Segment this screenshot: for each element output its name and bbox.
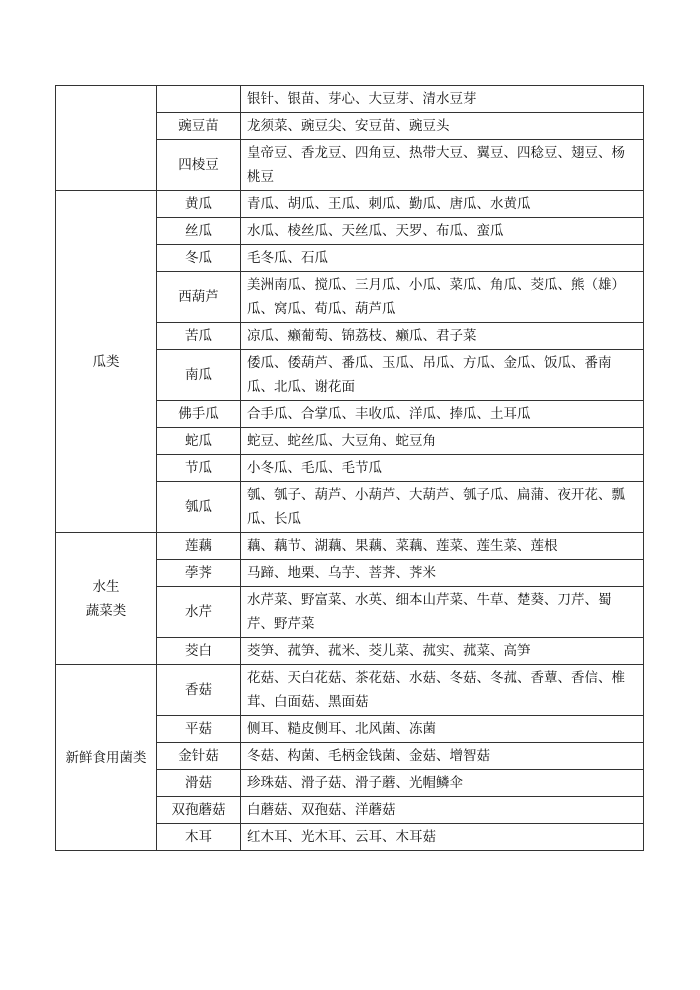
vegetable-name: 冬瓜 bbox=[157, 245, 241, 272]
vegetable-name: 西葫芦 bbox=[157, 272, 241, 323]
vegetable-aliases: 珍珠菇、滑子菇、滑子蘑、光帽鳞伞 bbox=[241, 770, 644, 797]
vegetable-name: 香菇 bbox=[157, 665, 241, 716]
category-cell bbox=[56, 665, 157, 851]
category-cell bbox=[56, 191, 157, 533]
table-row bbox=[56, 86, 644, 113]
vegetable-aliases: 皇帝豆、香龙豆、四角豆、热带大豆、翼豆、四稔豆、翅豆、杨桃豆 bbox=[241, 140, 644, 191]
vegetable-name: 双孢蘑菇 bbox=[157, 797, 241, 824]
vegetable-aliases: 龙须菜、豌豆尖、安豆苗、豌豆头 bbox=[241, 113, 644, 140]
vegetable-name: 水芹 bbox=[157, 587, 241, 638]
vegetable-name: 莲藕 bbox=[157, 533, 241, 560]
vegetable-name: 佛手瓜 bbox=[157, 401, 241, 428]
category-cell bbox=[56, 533, 157, 665]
vegetable-name: 瓠瓜 bbox=[157, 482, 241, 533]
vegetable-name: 蛇瓜 bbox=[157, 428, 241, 455]
vegetable-aliases: 美洲南瓜、搅瓜、三月瓜、小瓜、菜瓜、角瓜、茭瓜、熊（雄）瓜、窝瓜、荀瓜、葫芦瓜 bbox=[241, 272, 644, 323]
table-row bbox=[56, 191, 644, 218]
vegetable-aliases: 蛇豆、蛇丝瓜、大豆角、蛇豆角 bbox=[241, 428, 644, 455]
vegetable-name: 节瓜 bbox=[157, 455, 241, 482]
vegetable-name: 南瓜 bbox=[157, 350, 241, 401]
vegetable-aliases: 茭笋、菰笋、菰米、茭儿菜、菰实、菰菜、高笋 bbox=[241, 638, 644, 665]
category-label: 新鲜食用菌类 bbox=[65, 749, 147, 766]
vegetable-aliases: 毛冬瓜、石瓜 bbox=[241, 245, 644, 272]
table-row bbox=[56, 665, 644, 716]
vegetable-aliases: 侧耳、糙皮侧耳、北风菌、冻菌 bbox=[241, 716, 644, 743]
vegetable-aliases: 小冬瓜、毛瓜、毛节瓜 bbox=[241, 455, 644, 482]
table-row bbox=[56, 533, 644, 560]
vegetable-aliases: 倭瓜、倭葫芦、番瓜、玉瓜、吊瓜、方瓜、金瓜、饭瓜、番南瓜、北瓜、谢花面 bbox=[241, 350, 644, 401]
vegetable-name: 丝瓜 bbox=[157, 218, 241, 245]
vegetable-name: 木耳 bbox=[157, 824, 241, 851]
vegetable-aliases: 瓠、瓠子、葫芦、小葫芦、大葫芦、瓠子瓜、扁蒲、夜开花、瓢瓜、长瓜 bbox=[241, 482, 644, 533]
vegetable-name: 黄瓜 bbox=[157, 191, 241, 218]
vegetable-aliases: 冬菇、构菌、毛柄金钱菌、金菇、增智菇 bbox=[241, 743, 644, 770]
vegetable-name bbox=[157, 86, 241, 113]
category-label: 瓜类 bbox=[92, 353, 120, 370]
vegetable-name: 四棱豆 bbox=[157, 140, 241, 191]
vegetable-aliases: 水瓜、棱丝瓜、天丝瓜、天罗、布瓜、蛮瓜 bbox=[241, 218, 644, 245]
vegetable-aliases: 水芹菜、野富菜、水英、细本山芹菜、牛草、楚葵、刀芹、蜀芹、野芹菜 bbox=[241, 587, 644, 638]
vegetable-aliases: 白蘑菇、双孢菇、洋蘑菇 bbox=[241, 797, 644, 824]
category-label: 水生 bbox=[92, 578, 120, 595]
category-label: 蔬菜类 bbox=[85, 602, 127, 619]
vegetable-name: 苦瓜 bbox=[157, 323, 241, 350]
vegetable-name: 荸荠 bbox=[157, 560, 241, 587]
vegetable-name: 金针菇 bbox=[157, 743, 241, 770]
vegetable-aliases: 合手瓜、合掌瓜、丰收瓜、洋瓜、捧瓜、土耳瓜 bbox=[241, 401, 644, 428]
vegetable-aliases: 青瓜、胡瓜、王瓜、刺瓜、勤瓜、唐瓜、水黄瓜 bbox=[241, 191, 644, 218]
vegetable-aliases: 花菇、天白花菇、茶花菇、水菇、冬菇、冬菰、香蕈、香信、椎茸、白面菇、黑面菇 bbox=[241, 665, 644, 716]
vegetable-alias-table bbox=[55, 85, 644, 851]
vegetable-aliases: 红木耳、光木耳、云耳、木耳菇 bbox=[241, 824, 644, 851]
vegetable-aliases: 银针、银苗、芽心、大豆芽、清水豆芽 bbox=[241, 86, 644, 113]
vegetable-name: 滑菇 bbox=[157, 770, 241, 797]
vegetable-name: 豌豆苗 bbox=[157, 113, 241, 140]
vegetable-name: 平菇 bbox=[157, 716, 241, 743]
vegetable-aliases: 马蹄、地栗、乌芋、菩荠、荠米 bbox=[241, 560, 644, 587]
vegetable-aliases: 凉瓜、癞葡萄、锦荔枝、癞瓜、君子菜 bbox=[241, 323, 644, 350]
category-cell bbox=[56, 86, 157, 191]
vegetable-aliases: 藕、藕节、湖藕、果藕、菜藕、莲菜、莲生菜、莲根 bbox=[241, 533, 644, 560]
vegetable-name: 茭白 bbox=[157, 638, 241, 665]
